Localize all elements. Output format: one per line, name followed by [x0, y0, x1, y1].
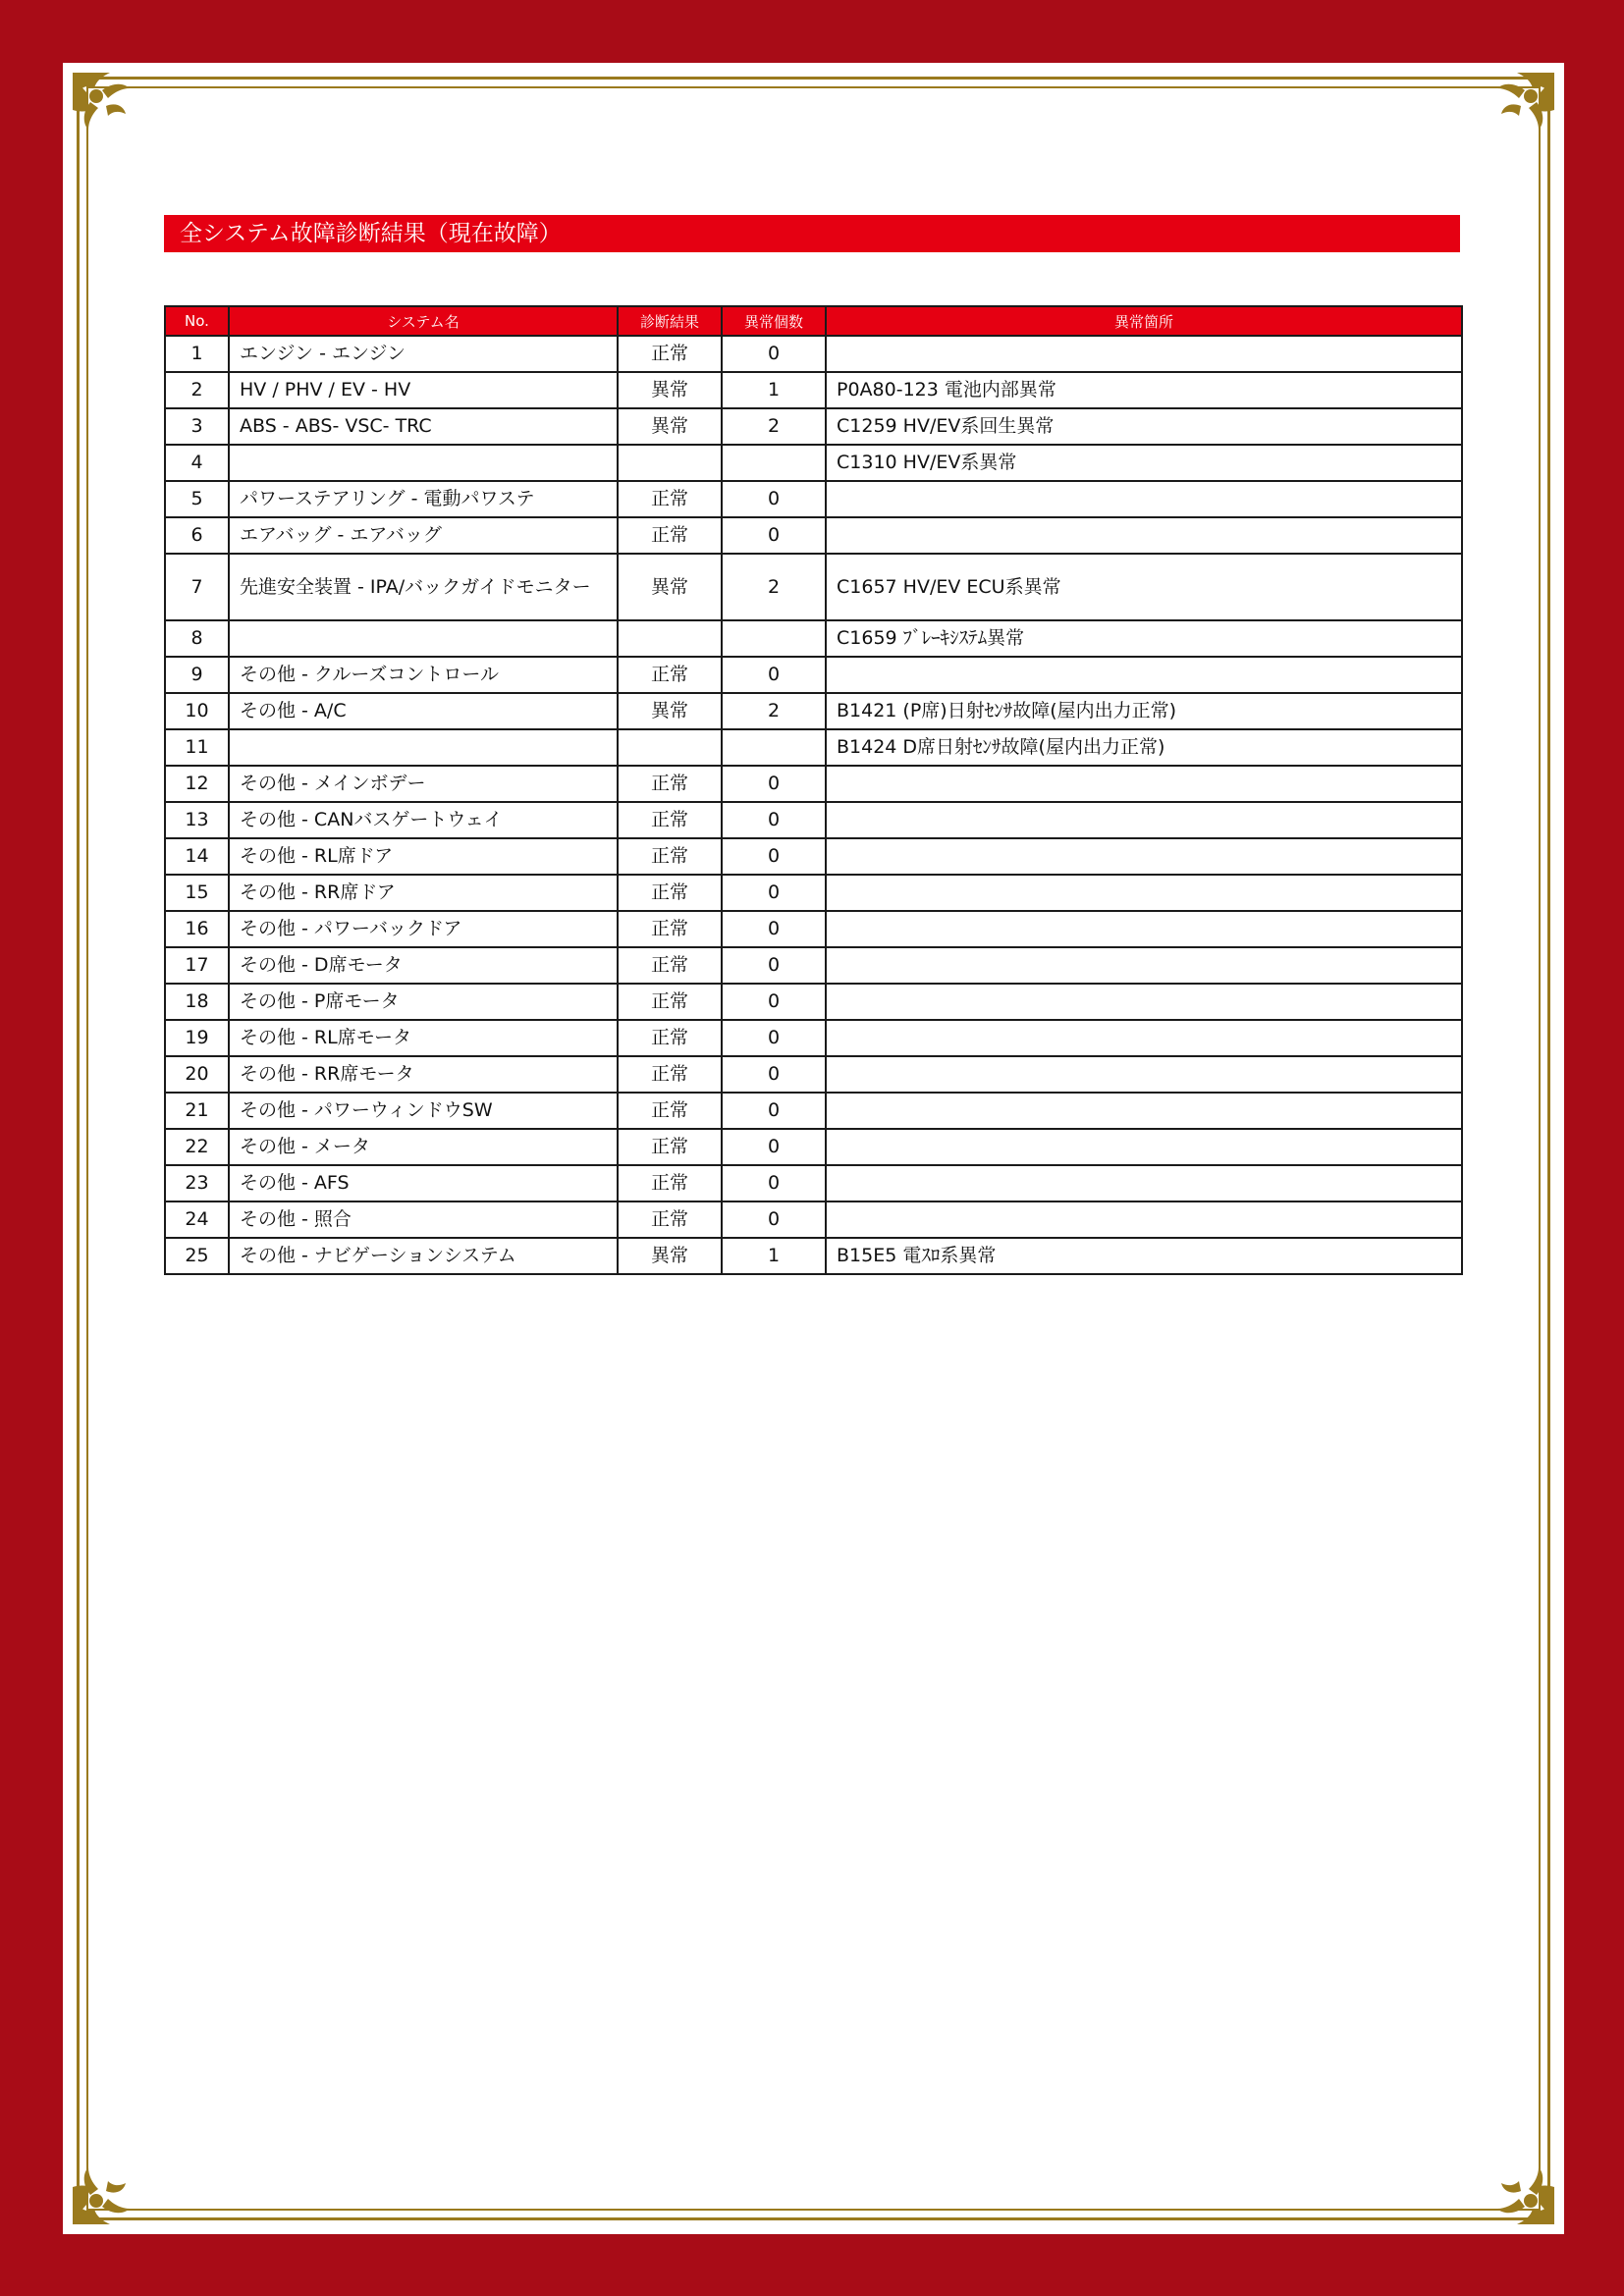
- cell-no: 17: [165, 947, 229, 984]
- cell-count: 2: [722, 693, 826, 729]
- cell-count: 0: [722, 1056, 826, 1093]
- cell-count: 0: [722, 947, 826, 984]
- cell-system-name: [229, 729, 618, 766]
- table-row: [165, 875, 1462, 911]
- cell-location: B15E5 電ｽﾛ系異常: [826, 1238, 1462, 1274]
- cell-location: [826, 1020, 1462, 1056]
- cell-no: 1: [165, 336, 229, 372]
- cell-system-name: その他 - D席モータ: [229, 947, 618, 984]
- cell-count: 1: [722, 372, 826, 408]
- table-row: [165, 554, 1462, 620]
- cell-result: 正常: [618, 481, 722, 517]
- cell-system-name: その他 - AFS: [229, 1165, 618, 1201]
- cell-system-name: その他 - パワーウィンドウSW: [229, 1093, 618, 1129]
- cell-result: 正常: [618, 947, 722, 984]
- cell-location: B1421 (P席)日射ｾﾝｻ故障(屋内出力正常): [826, 693, 1462, 729]
- cell-system-name: パワーステアリング - 電動パワステ: [229, 481, 618, 517]
- cell-no: 6: [165, 517, 229, 554]
- table-row: [165, 408, 1462, 445]
- cell-no: 23: [165, 1165, 229, 1201]
- cell-system-name: エアバッグ - エアバッグ: [229, 517, 618, 554]
- header-system-name: システム名: [229, 306, 618, 336]
- header-no: No.: [165, 306, 229, 336]
- cell-system-name: その他 - P席モータ: [229, 984, 618, 1020]
- cell-result: 正常: [618, 1020, 722, 1056]
- cell-system-name: その他 - メインボデー: [229, 766, 618, 802]
- cell-result: [618, 620, 722, 657]
- cell-location: [826, 766, 1462, 802]
- cell-count: 0: [722, 766, 826, 802]
- cell-system-name: その他 - メータ: [229, 1129, 618, 1165]
- cell-result: 異常: [618, 693, 722, 729]
- table-row: [165, 1165, 1462, 1201]
- cell-no: 15: [165, 875, 229, 911]
- cell-location: [826, 802, 1462, 838]
- cell-result: 正常: [618, 336, 722, 372]
- cell-count: [722, 620, 826, 657]
- cell-no: 14: [165, 838, 229, 875]
- cell-system-name: ABS - ABS- VSC- TRC: [229, 408, 618, 445]
- cell-system-name: その他 - RL席ドア: [229, 838, 618, 875]
- table-row: [165, 911, 1462, 947]
- cell-count: 0: [722, 802, 826, 838]
- cell-no: 22: [165, 1129, 229, 1165]
- cell-location: [826, 1165, 1462, 1201]
- corner-ornament-icon: [67, 67, 157, 157]
- table-row: [165, 947, 1462, 984]
- cell-system-name: その他 - 照合: [229, 1201, 618, 1238]
- cell-count: 0: [722, 1093, 826, 1129]
- cell-result: 異常: [618, 1238, 722, 1274]
- cell-no: 9: [165, 657, 229, 693]
- cell-location: [826, 838, 1462, 875]
- cell-location: [826, 984, 1462, 1020]
- cell-result: 正常: [618, 766, 722, 802]
- cell-system-name: その他 - RR席ドア: [229, 875, 618, 911]
- cell-no: 13: [165, 802, 229, 838]
- cell-system-name: [229, 620, 618, 657]
- cell-count: 0: [722, 911, 826, 947]
- cell-result: 正常: [618, 1093, 722, 1129]
- cell-result: 正常: [618, 1201, 722, 1238]
- cell-system-name: [229, 445, 618, 481]
- cell-location: [826, 947, 1462, 984]
- table-row: [165, 766, 1462, 802]
- cell-result: 正常: [618, 1056, 722, 1093]
- cell-system-name: HV / PHV / EV - HV: [229, 372, 618, 408]
- cell-no: 21: [165, 1093, 229, 1129]
- cell-location: [826, 336, 1462, 372]
- table-row: [165, 984, 1462, 1020]
- table-row: [165, 372, 1462, 408]
- cell-result: 正常: [618, 1129, 722, 1165]
- cell-location: [826, 911, 1462, 947]
- cell-system-name: その他 - クルーズコントロール: [229, 657, 618, 693]
- cell-count: [722, 729, 826, 766]
- cell-no: 4: [165, 445, 229, 481]
- table-row: [165, 838, 1462, 875]
- cell-location: [826, 875, 1462, 911]
- cell-result: 正常: [618, 875, 722, 911]
- document-page: [63, 63, 1564, 2234]
- cell-location: C1310 HV/EV系異常: [826, 445, 1462, 481]
- cell-no: 7: [165, 554, 229, 620]
- header-fault-location: 異常箇所: [826, 306, 1462, 336]
- cell-count: 0: [722, 336, 826, 372]
- corner-ornament-icon: [67, 2140, 157, 2230]
- table-row: [165, 1129, 1462, 1165]
- cell-location: [826, 657, 1462, 693]
- cell-system-name: その他 - ナビゲーションシステム: [229, 1238, 618, 1274]
- cell-location: [826, 517, 1462, 554]
- cell-result: 正常: [618, 1165, 722, 1201]
- cell-no: 18: [165, 984, 229, 1020]
- cell-system-name: その他 - CANバスゲートウェイ: [229, 802, 618, 838]
- table-row: [165, 620, 1462, 657]
- cell-count: 0: [722, 984, 826, 1020]
- cell-no: 3: [165, 408, 229, 445]
- table-row: [165, 1020, 1462, 1056]
- cell-no: 24: [165, 1201, 229, 1238]
- cell-location: B1424 D席日射ｾﾝｻ故障(屋内出力正常): [826, 729, 1462, 766]
- cell-location: [826, 1056, 1462, 1093]
- cell-count: 0: [722, 1020, 826, 1056]
- cell-no: 5: [165, 481, 229, 517]
- cell-system-name: その他 - A/C: [229, 693, 618, 729]
- cell-no: 2: [165, 372, 229, 408]
- table-row: [165, 1093, 1462, 1129]
- header-fault-count: 異常個数: [722, 306, 826, 336]
- corner-ornament-icon: [1470, 67, 1560, 157]
- cell-system-name: その他 - RL席モータ: [229, 1020, 618, 1056]
- diagnosis-table: [164, 305, 1463, 1275]
- table-row: [165, 693, 1462, 729]
- cell-result: 正常: [618, 657, 722, 693]
- cell-result: 異常: [618, 372, 722, 408]
- table-row: [165, 1201, 1462, 1238]
- table-row: [165, 517, 1462, 554]
- cell-system-name: 先進安全装置 - IPA/バックガイドモニター: [229, 554, 618, 620]
- cell-system-name: エンジン - エンジン: [229, 336, 618, 372]
- cell-location: [826, 1093, 1462, 1129]
- cell-no: 19: [165, 1020, 229, 1056]
- table-row: [165, 445, 1462, 481]
- cell-count: 0: [722, 1165, 826, 1201]
- cell-result: 正常: [618, 802, 722, 838]
- table-row: [165, 336, 1462, 372]
- cell-no: 12: [165, 766, 229, 802]
- table-row: [165, 1056, 1462, 1093]
- cell-result: [618, 729, 722, 766]
- table-row: [165, 657, 1462, 693]
- cell-count: [722, 445, 826, 481]
- cell-count: 1: [722, 1238, 826, 1274]
- cell-location: [826, 1129, 1462, 1165]
- corner-ornament-icon: [1470, 2140, 1560, 2230]
- cell-result: [618, 445, 722, 481]
- cell-result: 異常: [618, 554, 722, 620]
- cell-count: 0: [722, 1129, 826, 1165]
- cell-count: 0: [722, 481, 826, 517]
- cell-result: 正常: [618, 984, 722, 1020]
- table-row: [165, 481, 1462, 517]
- cell-location: [826, 481, 1462, 517]
- cell-system-name: その他 - RR席モータ: [229, 1056, 618, 1093]
- cell-count: 0: [722, 517, 826, 554]
- cell-location: [826, 1201, 1462, 1238]
- cell-location: P0A80-123 電池内部異常: [826, 372, 1462, 408]
- table-header-row: [165, 306, 1462, 336]
- cell-location: C1659 ﾌﾞﾚｰｷｼｽﾃﾑ異常: [826, 620, 1462, 657]
- cell-location: C1657 HV/EV ECU系異常: [826, 554, 1462, 620]
- cell-count: 2: [722, 554, 826, 620]
- cell-location: C1259 HV/EV系回生異常: [826, 408, 1462, 445]
- page-title: 全システム故障診断結果（現在故障）: [164, 215, 1460, 252]
- table-row: [165, 729, 1462, 766]
- table-row: [165, 802, 1462, 838]
- cell-result: 正常: [618, 517, 722, 554]
- cell-count: 0: [722, 657, 826, 693]
- cell-no: 20: [165, 1056, 229, 1093]
- table-row: [165, 1238, 1462, 1274]
- cell-no: 25: [165, 1238, 229, 1274]
- cell-result: 正常: [618, 911, 722, 947]
- cell-count: 2: [722, 408, 826, 445]
- cell-no: 16: [165, 911, 229, 947]
- cell-no: 11: [165, 729, 229, 766]
- cell-result: 異常: [618, 408, 722, 445]
- cell-count: 0: [722, 838, 826, 875]
- cell-count: 0: [722, 1201, 826, 1238]
- cell-no: 10: [165, 693, 229, 729]
- header-diagnosis-result: 診断結果: [618, 306, 722, 336]
- cell-system-name: その他 - パワーバックドア: [229, 911, 618, 947]
- cell-result: 正常: [618, 838, 722, 875]
- cell-no: 8: [165, 620, 229, 657]
- cell-count: 0: [722, 875, 826, 911]
